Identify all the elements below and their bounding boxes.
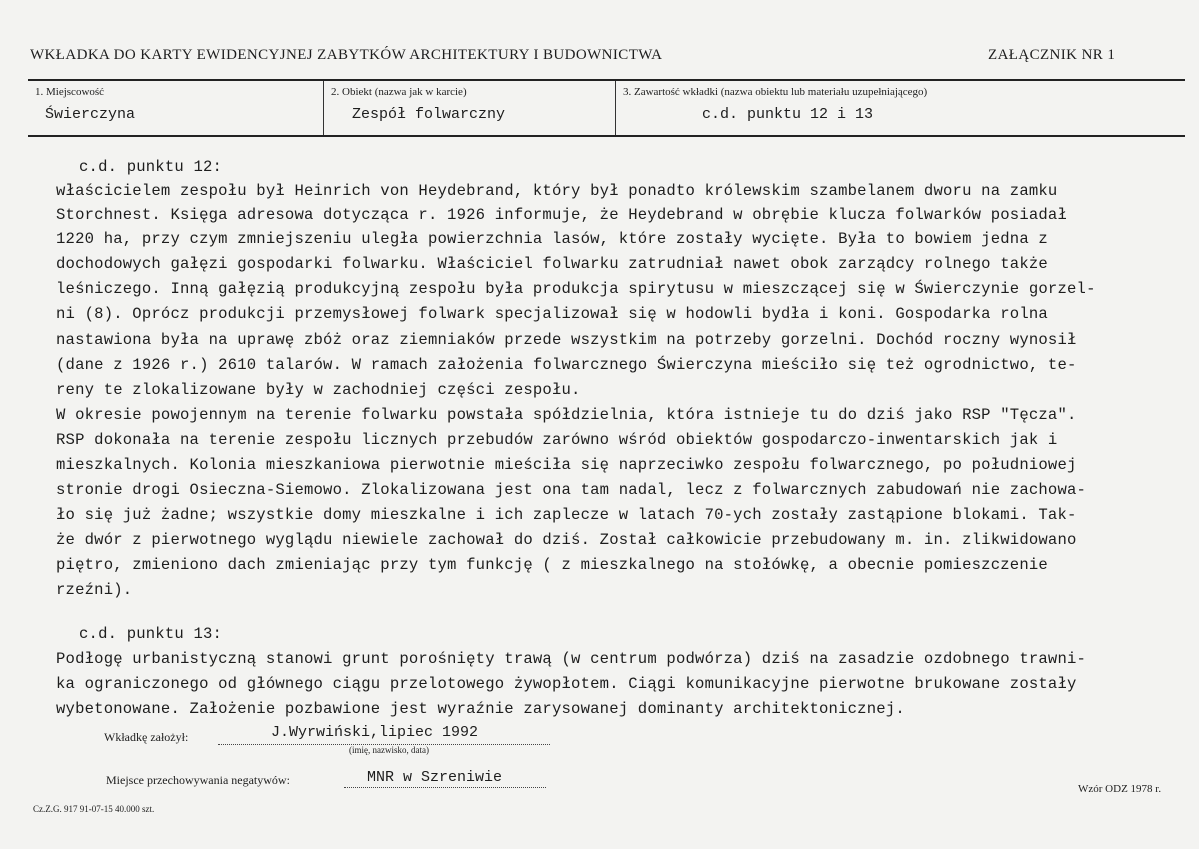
text-line: piętro, zmieniono dach zmieniając przy tym funkcję ( z mieszkalnego na stołówkę, a obecnie pomieszczenie <box>56 556 1048 574</box>
text-line: właścicielem zespołu był Heinrich von Heydebrand, który był ponadto królewskim szambelanem dworu na zamku <box>56 182 1058 200</box>
text-line: wybetonowane. Założenie pozbawione jest wyraźnie zarysowanej dominanty architektonicznej. <box>56 700 905 718</box>
text-line: ni (8). Oprócz produkcji przemysłowej folwark specjalizował się w hodowli bydła i koni. Gospodarka rolna <box>56 305 1048 323</box>
text-line: reny te zlokalizowane były w zachodniej części zespołu. <box>56 381 581 399</box>
form-model: Wzór ODZ 1978 r. <box>1078 783 1162 795</box>
negatives-dotted-line <box>344 787 546 788</box>
text-line: ło się już żadne; wszystkie domy mieszkalne i ich zaplecze w latach 70-ych zostały zastąpione blokami. Tak- <box>56 506 1077 524</box>
header-fields-box <box>28 79 1185 137</box>
text-line: (dane z 1926 r.) 2610 talarów. W ramach założenia folwarcznego Świerczyna mieściło się też ogrodnictwo, te- <box>56 356 1077 374</box>
text-line: nastawiona była na uprawę zbóż oraz ziemniaków przede wszystkim na potrzeby gorzelni. Dochód roczny wynosił <box>56 331 1077 349</box>
field-locality <box>28 81 324 135</box>
form-title: WKŁADKA DO KARTY EWIDENCYJNEJ ZABYTKÓW ARCHITEKTURY I BUDOWNICTWA <box>30 47 663 63</box>
field-locality-value: Świerczyna <box>45 106 136 123</box>
section-12-heading: c.d. punktu 12: <box>79 158 223 176</box>
text-line: leśniczego. Inną gałęzią produkcyjną zespołu była produkcja spirytusu w mieszczącej się w Świerczynie gorzel- <box>56 280 1096 298</box>
negatives-value: MNR w Szreniwie <box>367 769 503 786</box>
author-value: J.Wyrwiński,lipiec 1992 <box>271 724 479 741</box>
field-contents-value: c.d. punktu 12 i 13 <box>702 106 874 123</box>
text-line: stronie drogi Osieczna-Siemowo. Zlokalizowana jest ona tam nadal, lecz z folwarcznych zabudowań nie zachowa- <box>56 481 1087 499</box>
text-line: W okresie powojennym na terenie folwarku powstała spółdzielnia, która istnieje tu do dziś jako RSP "Tęcza". <box>56 406 1077 424</box>
field-object <box>324 81 616 135</box>
author-hint: (imię, nazwisko, data) <box>349 745 429 755</box>
section-13-heading: c.d. punktu 13: <box>79 625 223 643</box>
field-locality-label: 1. Miejscowość <box>35 86 105 98</box>
negatives-label: Miejsce przechowywania negatywów: <box>106 773 290 787</box>
text-line: ka ograniczonego od głównego ciągu przelotowego żywopłotem. Ciągi komunikacyjne pierwotne brukowane zostały <box>56 675 1077 693</box>
print-code: Cz.Z.G. 917 91-07-15 40.000 szt. <box>33 804 155 814</box>
author-label: Wkładkę założył: <box>104 730 189 744</box>
text-line: że dwór z pierwotnego wyglądu niewiele zachował do dziś. Został całkowicie przebudowany m. in. zlikwidowano <box>56 531 1077 549</box>
text-line: RSP dokonała na terenie zespołu licznych przebudów zarówno wśród obiektów gospodarczo-inwentarskich jak i <box>56 431 1058 449</box>
text-line: Podłogę urbanistyczną stanowi grunt porośnięty trawą (w centrum podwórza) dziś na zasadzie ozdobnego trawni- <box>56 650 1087 668</box>
text-line: dochodowych gałęzi gospodarki folwarku. Właściciel folwarku zatrudniał nawet obok zarządcy rolnego także <box>56 255 1048 273</box>
field-contents <box>616 81 1185 135</box>
text-line: 1220 ha, przy czym zmniejszeniu uległa powierzchnia lasów, które zostały wycięte. Była to bowiem jedna z <box>56 230 1048 248</box>
annex-number: ZAŁĄCZNIK NR 1 <box>988 47 1116 63</box>
field-object-value: Zespół folwarczny <box>352 106 506 123</box>
field-contents-label: 3. Zawartość wkładki (nazwa obiektu lub materiału uzupełniającego) <box>623 86 928 98</box>
text-line: rzeźni). <box>56 581 133 599</box>
field-object-label: 2. Obiekt (nazwa jak w karcie) <box>331 86 467 98</box>
text-line: Storchnest. Księga adresowa dotycząca r. 1926 informuje, że Heydebrand w obrębie klucza folwarków posiadał <box>56 206 1068 224</box>
text-line: mieszkalnych. Kolonia mieszkaniowa pierwotnie mieściła się naprzeciwko zespołu folwarcznego, po południowej <box>56 456 1077 474</box>
